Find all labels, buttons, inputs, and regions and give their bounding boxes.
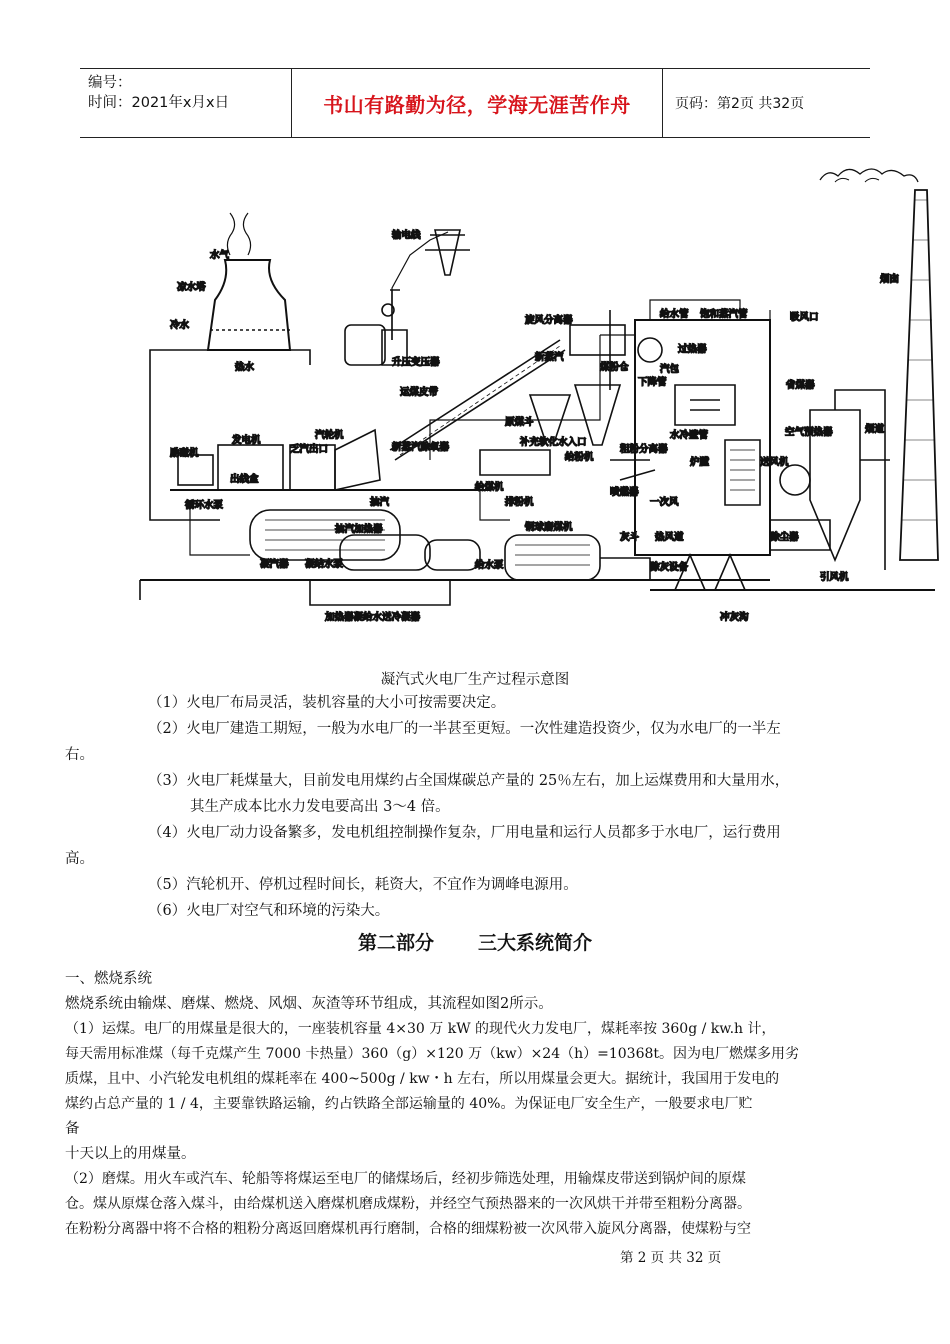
label-hot-water: 热水 <box>235 362 255 373</box>
body-line-2: 燃烧系统由输煤、磨煤、燃烧、风烟、灰渣等环节组成，其流程如图2所示。 <box>65 996 553 1012</box>
label-coal-conveyor: 运煤皮带 <box>400 387 439 398</box>
body-line-7: 备 <box>65 1121 80 1137</box>
label-feeder: 给粉机 <box>565 452 594 463</box>
label-water-wall: 水冷壁管 <box>670 430 709 441</box>
number-label: 编号： <box>88 75 132 91</box>
label-primary-air: 一次风 <box>650 497 679 508</box>
label-exciter: 励磁机 <box>170 448 199 459</box>
label-step-up-transformer: 升压变压器 <box>392 357 440 368</box>
label-feed-pipe: 给水管 <box>660 309 689 320</box>
label-cond-pump: 凝结水泵 <box>305 559 344 570</box>
label-generator: 发电机 <box>232 435 261 446</box>
dust-collector <box>770 390 890 570</box>
page-header <box>80 68 870 138</box>
label-bleed-steam: 抽汽 <box>370 497 390 508</box>
section-heading <box>0 928 950 955</box>
body-line-8: 十天以上的用煤量。 <box>65 1146 196 1162</box>
body-line-1: 一、燃烧系统 <box>65 971 152 987</box>
label-makeup-water: 补充软化水入口 <box>520 437 587 448</box>
label-ash-trench: 冲灰沟 <box>720 612 749 623</box>
label-cooling-tower: 凉水塔 <box>177 282 206 293</box>
label-ash-removal: 除灰设备 <box>650 562 689 573</box>
label-new-steam: 新蒸汽 <box>535 352 564 363</box>
body-line-11: 在粉粉分离器中将不合格的粗粉分离返回磨煤机再行磨制，合格的细煤粉被一次风带入旋风分离器，使煤粉与空 <box>65 1221 751 1237</box>
label-dust-collector: 除尘器 <box>770 532 799 543</box>
label-drum: 汽包 <box>660 364 680 375</box>
label-circ-pump: 循环水泵 <box>185 500 224 511</box>
paragraph-2: （2）火电厂建造工期短，一般为水电厂的一半甚至更短。一次性建造投资少，仅为水电厂的一半左 <box>148 721 781 737</box>
label-transmission-line: 输电线 <box>392 230 421 241</box>
power-plant-diagram <box>130 160 942 650</box>
label-cold-water: 冷水 <box>170 320 190 331</box>
paragraph-2-cont: 右。 <box>65 747 94 763</box>
label-coal-feeder: 给煤机 <box>475 482 504 493</box>
header-motto: 书山有路勤为径，学海无涯苦作舟 <box>291 69 663 137</box>
label-condenser: 凝汽器 <box>260 559 289 570</box>
date-label: 时间：2021年x月x日 <box>88 95 230 111</box>
section-title: 三大系统简介 <box>478 932 593 954</box>
paragraph-3: （3）火电厂耗煤量大，目前发电用煤约占全国煤碳总产量的 25％左右，加上运煤费用和大量用水， <box>148 773 790 789</box>
label-coal-hopper: 原煤斗 <box>505 417 534 428</box>
label-exhaust-fan: 排粉机 <box>505 497 534 508</box>
label-coal-bin: 煤粉仓 <box>600 362 629 373</box>
label-feed-pump: 给水泵 <box>475 560 504 571</box>
header-page-label: 页码：第2页 共32页 <box>675 96 805 112</box>
label-bottom: 加热器凝给水送冷凝器 <box>325 612 421 623</box>
label-turbine: 汽轮机 <box>315 430 344 441</box>
body-line-6: 煤约占总产量的 1 / 4，主要靠铁路运输，约占铁路全部运输量的 40%。为保证电厂安全生产，一般要求电厂贮 <box>65 1096 753 1112</box>
paragraph-5: （5）汽轮机开、停机过程时间长，耗资大，不宜作为调峰电源用。 <box>148 877 578 893</box>
label-deaerator: 新蒸汽除氧器 <box>392 442 450 453</box>
label-furnace: 炉膛 <box>690 457 710 468</box>
figure-caption: 凝汽式火电厂生产过程示意图 <box>380 672 570 688</box>
transformer <box>345 304 407 365</box>
label-economizer: 省煤器 <box>786 380 815 391</box>
body-line-9: （2）磨煤。用火车或汽车、轮船等将煤运至电厂的储煤场后，经初步筛选处理，用输煤皮带送到锅炉间的原煤 <box>65 1171 746 1187</box>
label-superheater: 过热器 <box>678 344 707 355</box>
label-burner: 喷燃器 <box>610 487 639 498</box>
label-cyclone: 旋风分离器 <box>525 315 573 326</box>
label-water-vapor: 水气 <box>210 250 230 261</box>
paragraph-3-cont: 其生产成本比水力发电要高出 3～4 倍。 <box>190 799 450 815</box>
section-part: 第二部分 <box>357 932 434 954</box>
paragraph-4: （4）火电厂动力设备繁多，发电机组控制操作复杂，厂用电量和运行人员都多于水电厂，运行费用 <box>148 825 781 841</box>
paragraph-6: （6）火电厂对空气和环境的污染大。 <box>148 903 390 919</box>
label-induced-air: 吸风口 <box>790 312 819 323</box>
label-sat-steam-pipe: 饱和蒸汽管 <box>700 309 748 320</box>
label-exhaust-outlet: 乏汽出口 <box>290 444 329 455</box>
label-ash-hopper: 灰斗 <box>620 532 640 543</box>
paragraph-4-cont: 高。 <box>65 851 94 867</box>
page-footer: 第 2 页 共 32 页 <box>620 1250 722 1266</box>
label-heater: 抽汽加热器 <box>335 524 383 535</box>
label-flue: 烟道 <box>865 424 885 435</box>
label-downcomer: 下降管 <box>638 377 667 388</box>
label-mill: 钢球磨煤机 <box>525 522 573 533</box>
header-meta <box>80 69 291 137</box>
body-line-4: 每天需用标准煤（每千克煤产生 7000 卡热量）360（g）×120 万（kw）×24（h）=10368t。因为电厂燃煤多用劣 <box>65 1046 800 1062</box>
label-hot-air-duct: 热风道 <box>655 532 684 543</box>
label-fan: 送风机 <box>760 457 789 468</box>
body-line-3: （1）运煤。电厂的用煤量是很大的，一座装机容量 4×30 万 kW 的现代火力发电厂，煤耗率按 360g / kw.h 计， <box>65 1021 776 1037</box>
chimney <box>820 169 938 560</box>
boiler <box>610 320 770 590</box>
label-air-preheater: 空气预热器 <box>785 427 833 438</box>
body-line-10: 仓。煤从原煤仓落入煤斗，由给煤机送入磨煤机磨成煤粉，并经空气预热器来的一次风烘干并带至粗粉分离器。 <box>65 1196 751 1212</box>
body-line-5: 质煤，且中、小汽轮发电机组的煤耗率在 400~500g / kw・h 左右，所以用煤量会更大。据统计，我国用于发电的 <box>65 1071 780 1087</box>
label-coarse-sep: 粗粉分离器 <box>620 444 668 455</box>
label-outlet-box: 出线盒 <box>230 474 259 485</box>
paragraph-1: （1）火电厂布局灵活，装机容量的大小可按需要决定。 <box>148 695 506 711</box>
transmission-tower <box>390 230 470 340</box>
label-chimney: 烟囱 <box>880 274 900 285</box>
label-induced-fan: 引风机 <box>820 572 849 583</box>
